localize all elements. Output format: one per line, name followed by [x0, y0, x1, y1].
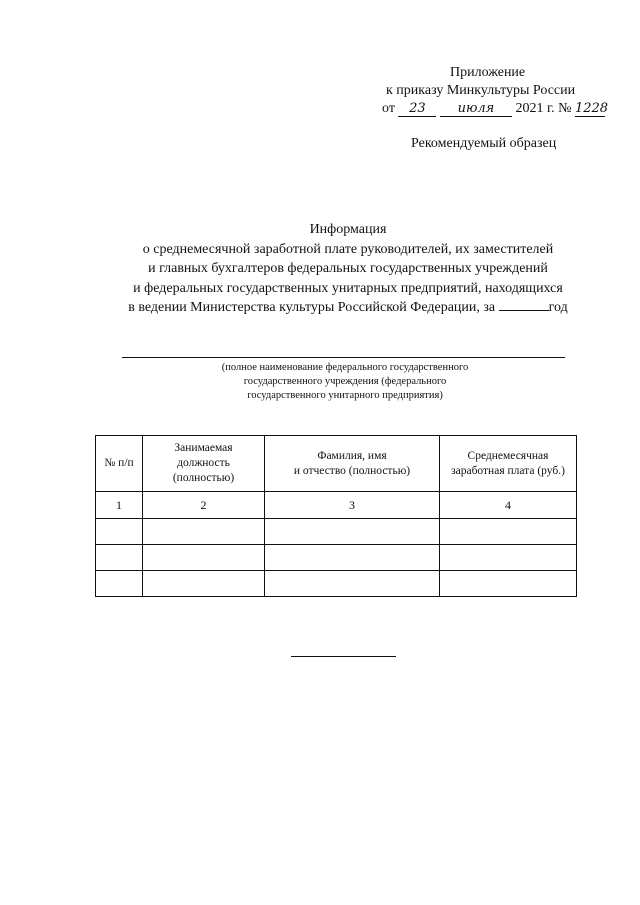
column-number-row	[96, 492, 577, 519]
title-line-4-suffix: год	[548, 300, 568, 315]
title-line-1: о среднемесячной заработной плате руководителей, их заместителей	[142, 241, 554, 257]
salary-table	[95, 435, 577, 597]
column-number-3: 3	[265, 492, 440, 519]
organization-caption	[150, 361, 540, 403]
table-cell[interactable]	[96, 571, 143, 597]
header-salary-line-1: Среднемесячная	[467, 449, 549, 462]
header-full-name-line-1: Фамилия, имя	[317, 449, 387, 462]
table-cell[interactable]	[265, 519, 440, 545]
end-of-document-line	[291, 656, 396, 657]
document-title-block	[88, 220, 608, 318]
year-blank-field[interactable]	[499, 298, 549, 311]
header-salary	[440, 436, 577, 492]
handwritten-order-number: 1228	[574, 101, 609, 116]
header-position-line-1: Занимаемая	[174, 442, 233, 454]
table-row	[96, 571, 577, 597]
recommended-sample-label: Рекомендуемый образец	[411, 136, 557, 151]
table-cell[interactable]	[143, 519, 265, 545]
header-full-name-line-2: и отчество (полностью)	[293, 464, 411, 477]
org-caption-line-2: государственного учреждения (федерального	[243, 376, 447, 387]
appendix-date-prefix: от	[382, 101, 395, 116]
organization-name-line[interactable]	[122, 357, 565, 358]
appendix-block	[340, 64, 609, 118]
column-number-1: 1	[96, 492, 143, 519]
title-line-2: и главных бухгалтеров федеральных государственных учреждений	[148, 261, 548, 276]
appendix-year-text: 2021 г. №	[515, 101, 572, 116]
header-full-name	[265, 436, 440, 492]
header-number	[96, 436, 143, 492]
table-cell[interactable]	[96, 545, 143, 571]
appendix-order-ref: к приказу Минкультуры России	[386, 83, 576, 98]
handwritten-month: июля	[440, 101, 512, 117]
appendix-title: Приложение	[450, 65, 526, 80]
table-cell[interactable]	[143, 545, 265, 571]
header-position	[143, 436, 265, 492]
header-position-line-2: должность	[177, 457, 230, 469]
header-number-text: № п/п	[104, 457, 134, 469]
column-number-4: 4	[440, 492, 577, 519]
appendix-date-line	[340, 100, 609, 118]
org-caption-line-3: государственного унитарного предприятия)	[247, 390, 443, 401]
table-cell[interactable]	[440, 545, 577, 571]
header-salary-line-2: заработная плата (руб.)	[451, 464, 565, 477]
table-cell[interactable]	[265, 571, 440, 597]
table-cell[interactable]	[143, 571, 265, 597]
handwritten-day: 23	[398, 101, 436, 117]
document-heading: Информация	[309, 222, 387, 237]
title-line-4	[88, 298, 608, 318]
table-header-row	[96, 436, 577, 492]
table-cell[interactable]	[440, 571, 577, 597]
title-line-3: и федеральных государственных унитарных предприятий, находящихся	[133, 280, 563, 296]
title-line-4-prefix: в ведении Министерства культуры Российской Федерации, за	[128, 300, 496, 315]
table-cell[interactable]	[440, 519, 577, 545]
column-number-2: 2	[143, 492, 265, 519]
table-cell[interactable]	[96, 519, 143, 545]
header-position-line-3: (полностью)	[172, 472, 235, 484]
table-row	[96, 519, 577, 545]
org-caption-line-1: (полное наименование федерального государственного	[221, 362, 469, 373]
table-row	[96, 545, 577, 571]
table-cell[interactable]	[265, 545, 440, 571]
